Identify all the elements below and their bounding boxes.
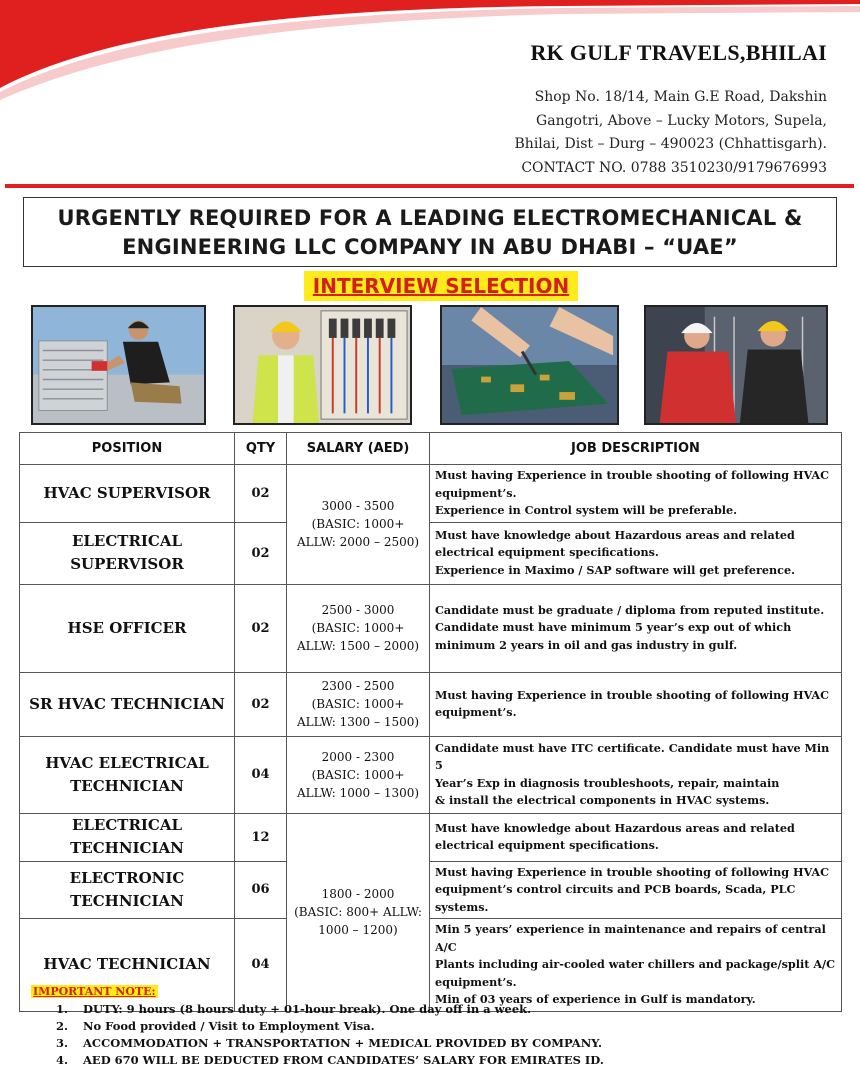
position-cell: HSE OFFICER (20, 584, 235, 672)
qty-cell: 02 (235, 584, 287, 672)
table-row (20, 813, 842, 861)
position-cell: SR HVAC TECHNICIAN (20, 672, 235, 736)
header-job-description: JOB DESCRIPTION (430, 433, 842, 465)
salary-cell: 2300 - 2500 (BASIC: 1000+ ALLW: 1300 – 1500) (287, 672, 430, 736)
note-item: 2. No Food provided / Visit to Employment Visa. (56, 1019, 375, 1033)
pcb-soldering-photo (440, 305, 619, 425)
header-divider (5, 184, 854, 188)
position-cell: ELECTRICAL TECHNICIAN (20, 813, 235, 861)
headline-box (23, 197, 837, 267)
description-cell: Candidate must have ITC certificate. Candidate must have Min 5 Year’s Exp in diagnosis troubleshoots, repair, maintain & install the electrical components in HVAC systems. (430, 736, 842, 813)
table-row (20, 672, 842, 736)
headline-line: URGENTLY REQUIRED FOR A LEADING ELECTROMECHANICAL & (57, 206, 803, 230)
description-cell: Must having Experience in trouble shooting of following HVAC equipment’s. Experience in Control system will be preferable. (430, 465, 842, 523)
position-cell: ELECTRONIC TECHNICIAN (20, 861, 235, 919)
description-cell: Candidate must be graduate / diploma from reputed institute. Candidate must have minimum 5 year’s exp out of which minimum 2 years in oil and gas industry in gulf. (430, 584, 842, 672)
company-address (515, 86, 827, 180)
description-cell: Must have knowledge about Hazardous areas and related electrical equipment specifications. Experience in Maximo / SAP software will get preference. (430, 522, 842, 584)
table-header-row (20, 433, 842, 465)
qty-cell: 12 (235, 813, 287, 861)
salary-cell: 2000 - 2300 (BASIC: 1000+ ALLW: 1000 – 1300) (287, 736, 430, 813)
salary-cell: 1800 - 2000 (BASIC: 800+ ALLW: 1000 – 1200) (287, 813, 430, 1011)
header-salary: SALARY (AED) (287, 433, 430, 465)
position-cell: ELECTRICAL SUPERVISOR (20, 522, 235, 584)
qty-cell: 02 (235, 522, 287, 584)
qty-cell: 06 (235, 861, 287, 919)
table-row (20, 584, 842, 672)
note-item: 3. ACCOMMODATION + TRANSPORTATION + MEDICAL PROVIDED BY COMPANY. (56, 1036, 602, 1050)
position-cell: HVAC SUPERVISOR (20, 465, 235, 523)
description-cell: Must having Experience in trouble shooting of following HVAC equipment’s control circuits and PCB boards, Scada, PLC systems. (430, 861, 842, 919)
note-item: 4. AED 670 WILL BE DEDUCTED FROM CANDIDATES’ SALARY FOR EMIRATES ID. (56, 1053, 604, 1067)
description-cell: Must have knowledge about Hazardous areas and related electrical equipment specifications. (430, 813, 842, 861)
electricians-at-panel-photo (644, 305, 828, 425)
headline-line: ENGINEERING LLC COMPANY IN ABU DHABI – “UAE” (122, 235, 738, 259)
jobs-table (19, 432, 842, 1012)
qty-cell: 04 (235, 736, 287, 813)
table-row (20, 465, 842, 523)
company-name: RK GULF TRAVELS,BHILAI (530, 40, 827, 65)
qty-cell: 04 (235, 919, 287, 1012)
salary-cell: 2500 - 3000 (BASIC: 1000+ ALLW: 1500 – 2000) (287, 584, 430, 672)
description-cell: Must having Experience in trouble shooting of following HVAC equipment’s. (430, 672, 842, 736)
position-cell: HVAC ELECTRICAL TECHNICIAN (20, 736, 235, 813)
important-note-label: IMPORTANT NOTE: (33, 985, 156, 998)
note-item: 1. DUTY: 9 hours (8 hours duty + 01-hour break). One day off in a week. (56, 1002, 532, 1016)
table-row (20, 861, 842, 919)
qty-cell: 02 (235, 465, 287, 523)
salary-cell: 3000 - 3500 (BASIC: 1000+ ALLW: 2000 – 2500) (287, 465, 430, 585)
description-cell: Min 5 years’ experience in maintenance and repairs of central A/C Plants including air-cooled water chillers and package/split A/C equipment’s. Min of 03 years of experience in Gulf is mandatory. (430, 919, 842, 1012)
contact-line: CONTACT NO. 0788 3510230/9179676993 (521, 159, 827, 176)
address-line: Bhilai, Dist – Durg – 490023 (Chhattisgarh). (514, 136, 827, 152)
interview-selection-label: INTERVIEW SELECTION (304, 271, 578, 301)
qty-cell: 02 (235, 672, 287, 736)
table-row (20, 522, 842, 584)
address-line: Gangotri, Above – Lucky Motors, Supela, (536, 112, 827, 129)
header-qty: QTY (235, 433, 287, 465)
header-position: POSITION (20, 433, 235, 465)
address-line: Shop No. 18/14, Main G.E Road, Dakshin (534, 89, 827, 105)
position-cell: HVAC TECHNICIAN (20, 919, 235, 1012)
important-notes-list (56, 1001, 604, 1068)
electrical-panel-engineer-photo (233, 305, 412, 425)
hvac-technician-photo (31, 305, 206, 425)
table-row (20, 736, 842, 813)
